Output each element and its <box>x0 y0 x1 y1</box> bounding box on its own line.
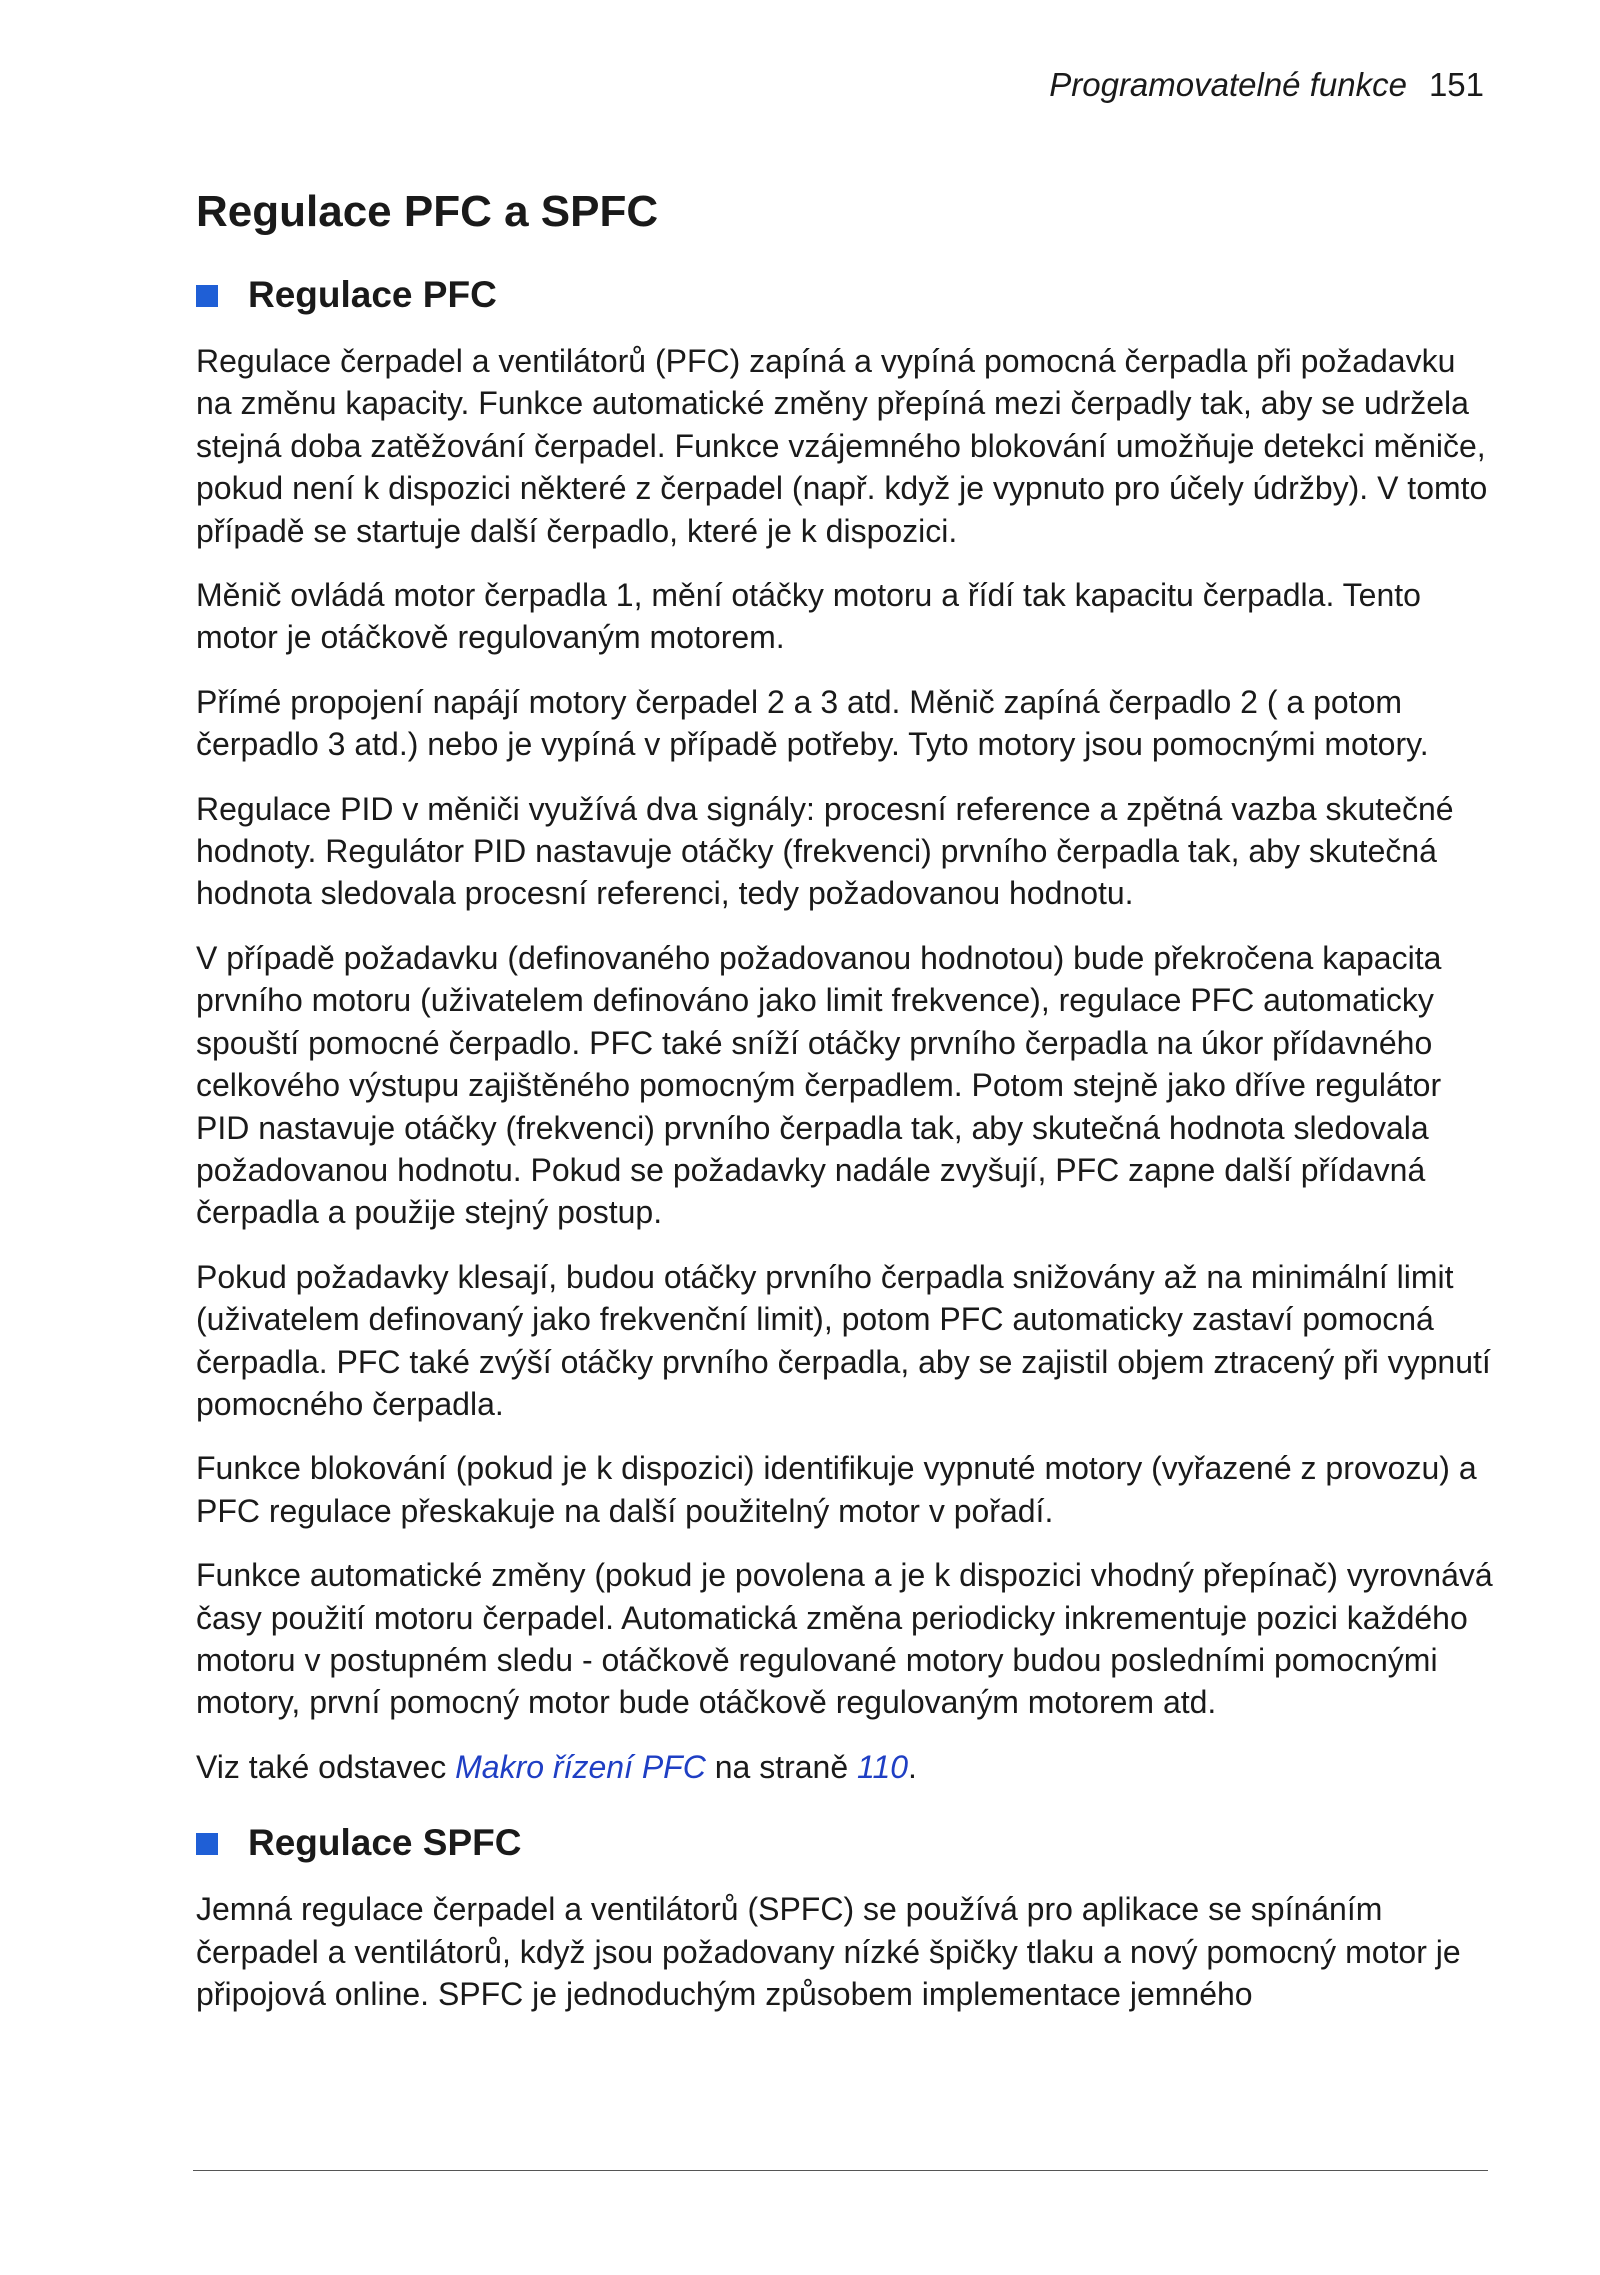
page-content <box>196 186 1496 2037</box>
paragraph: V případě požadavku (definovaného požadovanou hodnotou) bude překročena kapacita prvního motoru (uživatelem definováno jako limit frekvence), regulace PFC automaticky spouští pomocné čerpadlo. PFC také sníží otáčky prvního čerpadla na úkor přídavného celkového výstupu zajištěného pomocným čerpadlem. Potom stejně jako dříve regulátor PID nastavuje otáčky (frekvenci) prvního čerpadla tak, aby skutečná hodnota sledovala požadovanou hodnotu. Pokud se požadavky nadále zvyšují, PFC zapne další přídavná čerpadla a použije stejný postup. <box>196 939 1442 1231</box>
paragraph: Regulace čerpadel a ventilátorů (PFC) zapíná a vypíná pomocná čerpadla při požadavku na změnu kapacity. Funkce automatické změny přepíná mezi čerpadly tak, aby se udržela stejná doba zatěžování čerpadel. Funkce vzájemného blokování umožňuje detekci měniče, pokud není k dispozici některé z čerpadel (např. když je vypnuto pro účely údržby). V tomto případě se startuje další čerpadlo, které je k dispozici. <box>196 343 1488 549</box>
paragraph: Jemná regulace čerpadel a ventilátorů (SPFC) se používá pro aplikace se spínáním čerpadel a ventilátorů, když jsou požadovany nízké špičky tlaku a nový pomocný motor je připojová online. SPFC je jednoduchým způsobem implementace jemného <box>196 1891 1461 2012</box>
footer-divider <box>193 2170 1488 2171</box>
page-title: Regulace PFC a SPFC <box>196 187 659 236</box>
see-also-prefix: Viz také odstavec <box>196 1748 456 1785</box>
paragraph: Měnič ovládá motor čerpadla 1, mění otáčky motoru a řídí tak kapacitu čerpadla. Tento motor je otáčkově regulovaným motorem. <box>196 577 1421 656</box>
paragraph: Funkce automatické změny (pokud je povolena a je k dispozici vhodný přepínač) vyrovnává časy použití motoru čerpadel. Automatická změna periodicky inkrementuje pozici každého motoru v postupném sledu - otáčkově regulované motory budou posledními pomocnými motory, první pomocný motor bude otáčkově regulovaným motorem atd. <box>196 1557 1493 1721</box>
paragraph: Funkce blokování (pokud je k dispozici) identifikuje vypnuté motory (vyřazené z provozu) a PFC regulace přeskakuje na další použitelný motor v pořadí. <box>196 1450 1477 1529</box>
square-bullet-icon <box>196 1833 218 1855</box>
link-makro-rizeni-pfc[interactable]: Makro řízení PFC <box>455 1748 706 1785</box>
paragraph: Přímé propojení napájí motory čerpadel 2 a 3 atd. Měnič zapíná čerpadlo 2 ( a potom čerpadlo 3 atd.) nebo je vypíná v případě potřeby. Tyto motory jsou pomocnými motory. <box>196 683 1429 763</box>
section-heading-spfc <box>196 1820 1496 1866</box>
square-bullet-icon <box>196 285 218 307</box>
paragraph: Pokud požadavky klesají, budou otáčky prvního čerpadla snižovány až na minimální limit (uživatelem definovaný jako frekvenční limit), potom PFC automaticky zastaví pomocná čerpadla. PFC také zvýší otáčky prvního čerpadla, aby se zajistil objem ztracený při vypnutí pomocného čerpadla. <box>196 1258 1491 1422</box>
see-also-paragraph <box>196 1746 1496 1788</box>
see-also-middle: na straně <box>705 1748 858 1785</box>
section-heading-spfc-label: Regulace SPFC <box>248 1822 522 1864</box>
running-title: Programovatelné funkce <box>1049 66 1407 103</box>
page-number: 151 <box>1428 66 1484 103</box>
link-page-110[interactable]: 110 <box>857 1748 909 1785</box>
see-also-suffix: . <box>908 1748 917 1785</box>
paragraph: Regulace PID v měniči využívá dva signály: procesní reference a zpětná vazba skutečné hodnoty. Regulátor PID nastavuje otáčky (frekvenci) prvního čerpadla tak, aby skutečná hodnota sledovala procesní referenci, tedy požadovanou hodnotu. <box>196 790 1454 912</box>
section-heading-pfc <box>196 272 1496 318</box>
running-header <box>1049 66 1484 104</box>
section-heading-pfc-label: Regulace PFC <box>248 274 497 315</box>
